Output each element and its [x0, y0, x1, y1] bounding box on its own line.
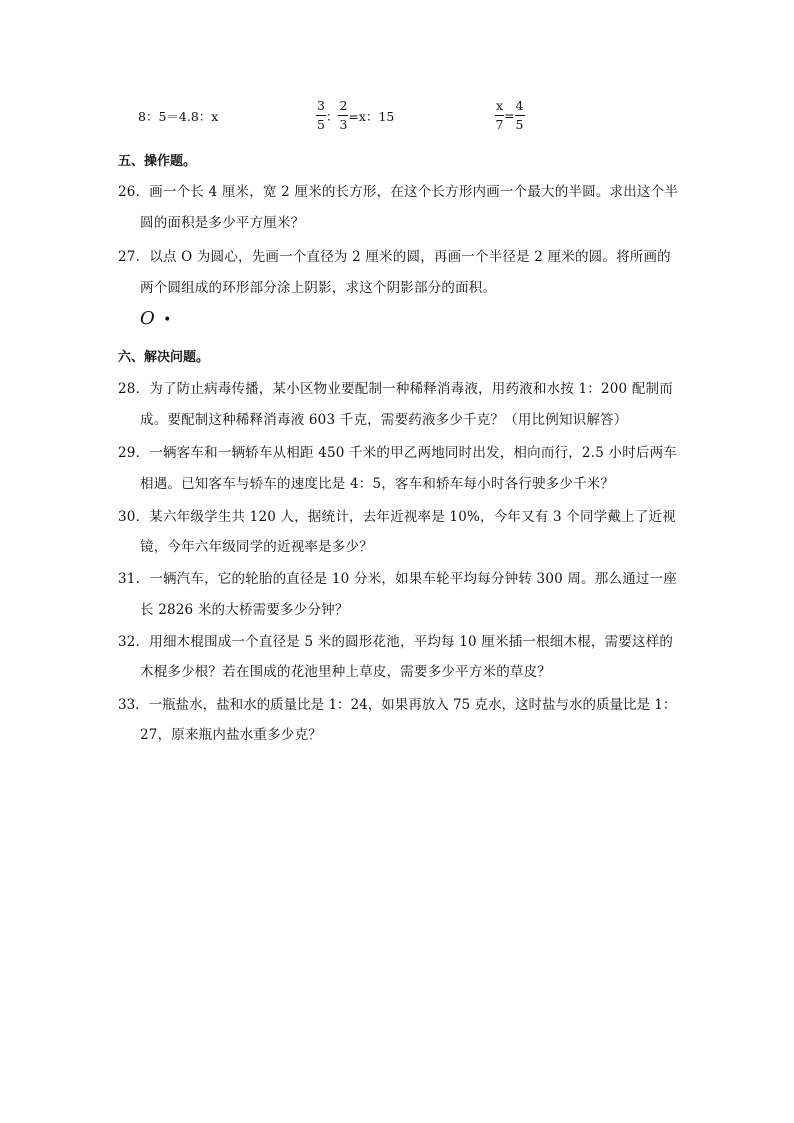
denominator: 5 [515, 116, 524, 132]
fraction [495, 100, 504, 131]
equals-sign: = [504, 108, 515, 123]
denominator: 3 [339, 116, 348, 132]
question-33-line-1: 33．一瓶盐水，盐和水的质量比是 1：24，如果再放入 75 克水，这时盐与水的质量比是 1： [118, 697, 677, 713]
question-30-line-1: 30．某六年级学生共 120 人，据统计，去年近视率是 10%，今年又有 3 个同学戴上了近视 [118, 509, 676, 525]
fraction [338, 100, 348, 131]
point-o-figure [140, 308, 171, 329]
section-title-operation: 五、操作题。 [118, 154, 197, 169]
question-32-line-2: 木棍多少根？若在围成的花池里种上草皮，需要多少平方米的草皮？ [140, 664, 551, 680]
denominator: 7 [495, 116, 504, 132]
point-dot-icon: • [163, 312, 172, 328]
question-29-line-2: 相遇。已知客车与轿车的速度比是 4：5，客车和轿车每小时各行驶多少千米？ [140, 476, 615, 492]
ratio-sign: ： [325, 108, 339, 124]
question-29-line-1: 29．一辆客车和一辆轿车从相距 450 千米的甲乙两地同时出发，相向而行，2.5 小时后两车 [118, 445, 677, 461]
question-30-line-2: 镜，今年六年级同学的近视率是多少？ [140, 539, 373, 555]
question-27-line-2: 两个圆组成的环形部分涂上阴影，求这个阴影部分的面积。 [140, 280, 497, 296]
equation-1: 8：5＝4.8：x [138, 109, 219, 124]
question-33-line-2: 27，原来瓶内盐水重多少克？ [140, 727, 322, 743]
numerator: x [495, 100, 504, 116]
question-31-line-2: 长 2826 米的大桥需要多少分钟？ [140, 602, 349, 618]
question-26-line-2: 圆的面积是多少平方厘米？ [140, 215, 305, 231]
numerator: 4 [515, 100, 525, 116]
question-27-line-1: 27．以点 O 为圆心，先画一个直径为 2 厘米的圆，再画一个半径是 2 厘米的圆。将所画的 [118, 249, 671, 265]
fraction [316, 100, 326, 131]
question-26-line-1: 26．画一个长 4 厘米，宽 2 厘米的长方形，在这个长方形内画一个最大的半圆。求出这个半 [118, 184, 679, 200]
numerator: 2 [338, 100, 348, 116]
question-28-line-2: 成。要配制这种稀释消毒液 603 千克，需要药液多少千克？（用比例知识解答） [140, 412, 628, 428]
question-28-line-1: 28．为了防止病毒传播，某小区物业要配制一种稀释消毒液，用药液和水按 1：200 配制而 [118, 381, 673, 397]
numerator: 3 [316, 100, 326, 116]
equation-rest: =x：15 [348, 108, 395, 124]
equation-2 [316, 100, 394, 131]
point-o-label: O [140, 308, 155, 329]
question-32-line-1: 32．用细木棍围成一个直径是 5 米的圆形花池，平均每 10 厘米插一根细木棍，需要这样的 [118, 634, 674, 650]
section-title-problem-solving: 六、解决问题。 [118, 350, 210, 365]
question-31-line-1: 31．一辆汽车，它的轮胎的直径是 10 分米，如果车轮平均每分钟转 300 周。那么通过一座 [118, 571, 677, 587]
equation-3 [495, 100, 525, 131]
fraction [515, 100, 525, 131]
denominator: 5 [317, 116, 325, 132]
